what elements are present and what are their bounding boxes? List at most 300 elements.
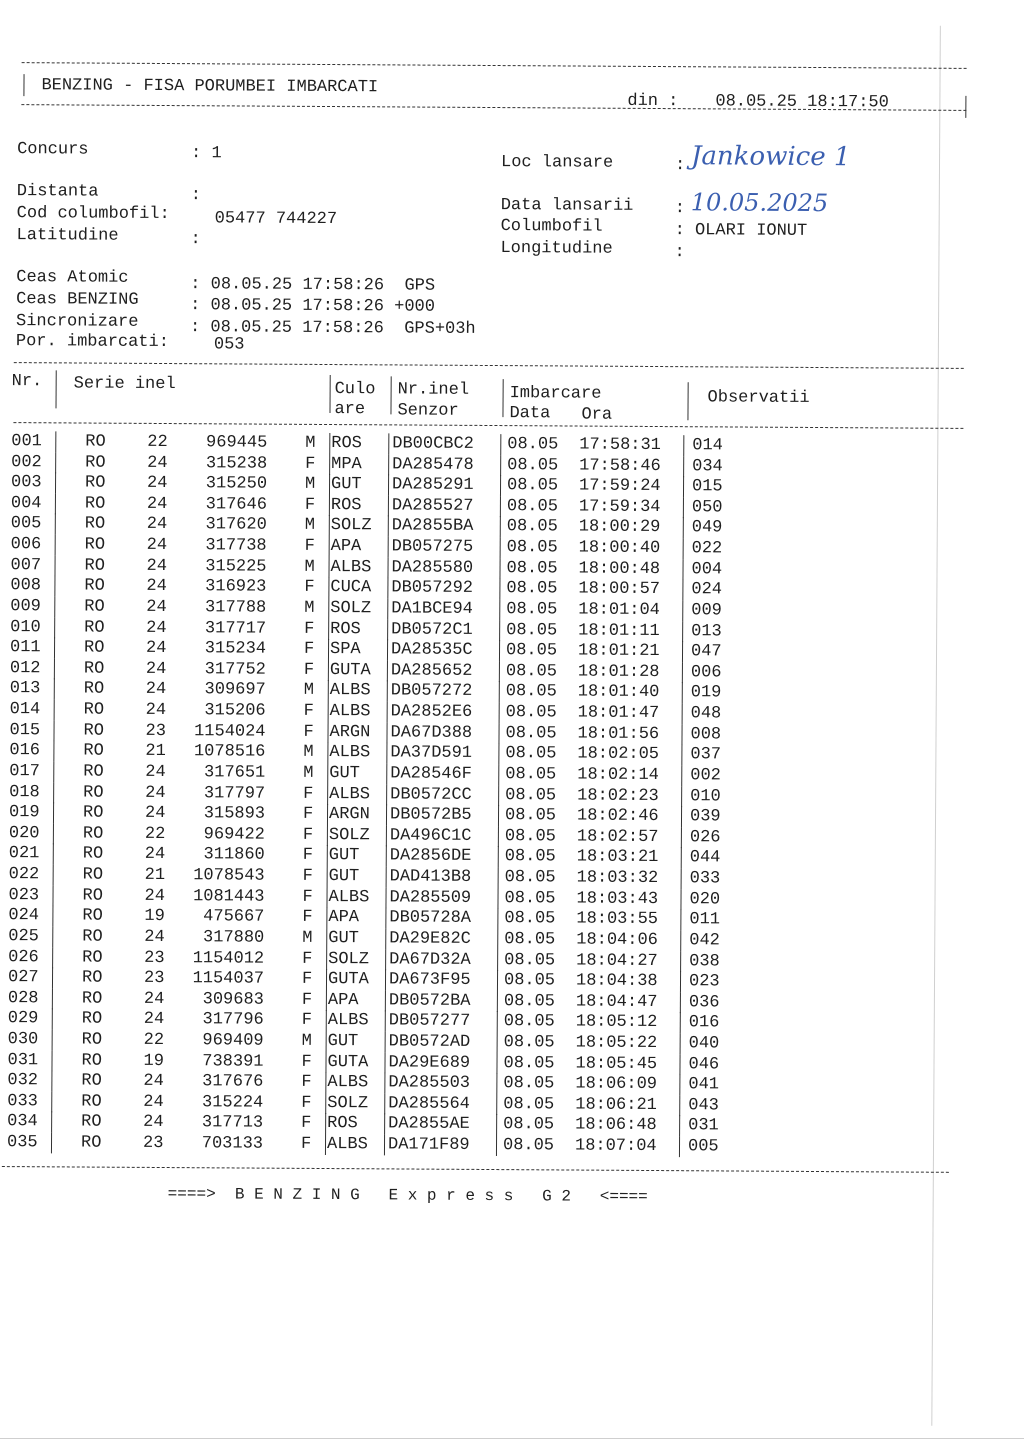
row-divider [387, 701, 388, 722]
row-divider [326, 949, 327, 970]
row-observatii: 020 [689, 889, 721, 910]
row-country: RO [83, 638, 105, 658]
row-divider [498, 723, 499, 744]
col-serie-header: Serie inel [73, 374, 176, 395]
row-divider [496, 1115, 497, 1136]
row-divider [54, 679, 55, 700]
row-nr: 035 [6, 1133, 38, 1153]
row-color: ALBS [329, 681, 371, 701]
table-body [0, 432, 997, 1157]
row-sex: M [303, 743, 314, 763]
row-sex: F [304, 536, 315, 557]
row-divider [54, 699, 55, 720]
row-chip-id: DB057275 [391, 537, 474, 557]
row-chip-id: DB0572B5 [389, 805, 472, 826]
row-divider [500, 475, 501, 496]
columbofil-label: Columbofil [500, 217, 603, 237]
row-chip-id: DA496C1C [389, 826, 472, 846]
row-observatii: 019 [690, 683, 722, 703]
row-country: RO [84, 576, 105, 596]
row-divider [387, 640, 388, 661]
row-date: 08.05 [503, 1012, 555, 1032]
row-chip-id: DB057272 [390, 681, 473, 702]
data-lansarii-colon: : [674, 199, 685, 219]
longitudine-value: : [674, 243, 685, 263]
row-color: GUTA [329, 660, 371, 681]
col-observatii-header: Observatii [707, 388, 810, 408]
row-divider [499, 702, 500, 723]
row-observatii: 043 [688, 1096, 719, 1116]
row-divider [682, 559, 683, 580]
row-divider [388, 495, 389, 516]
row-observatii: 026 [689, 827, 721, 848]
row-color: GUT [330, 475, 362, 495]
sincronizare-value: : 08.05.25 17:58:26 GPS+03h [189, 318, 476, 339]
row-sex: F [301, 1093, 312, 1113]
row-date: 08.05 [503, 991, 555, 1012]
row-divider [497, 929, 498, 950]
data-lansarii-label: Data lansarii [500, 196, 634, 216]
row-divider [329, 515, 330, 536]
col-data-header: Data [509, 404, 551, 424]
row-country: RO [82, 844, 104, 865]
row-observatii: 050 [691, 498, 723, 518]
row-chip-id: DA28535C [390, 640, 473, 661]
row-ring-number: 315238 [205, 453, 268, 474]
row-date: 08.05 [504, 806, 557, 826]
row-color: ROS [330, 495, 362, 516]
row-divider [500, 455, 501, 476]
row-chip-id: DA67D32A [389, 949, 471, 970]
row-divider [497, 908, 498, 929]
latitudine-value: : [190, 230, 201, 250]
row-country: RO [81, 1071, 102, 1091]
row-chip-id: DA37D591 [390, 743, 473, 764]
row-date: 08.05 [505, 785, 557, 805]
row-time: 18:04:27 [576, 951, 658, 971]
row-color: ALBS [327, 1011, 369, 1031]
row-year: 19 [144, 907, 165, 927]
row-divider [679, 1095, 680, 1116]
ceas-benzing-label: Ceas BENZING [16, 290, 139, 310]
row-year: 24 [145, 783, 166, 803]
row-divider [496, 1073, 497, 1094]
row-date: 08.05 [503, 1115, 555, 1135]
row-divider [328, 639, 329, 660]
row-divider [386, 763, 387, 784]
row-observatii: 039 [689, 807, 721, 827]
row-date: 08.05 [503, 1033, 555, 1053]
row-divider [683, 476, 684, 497]
row-ring-number: 317752 [204, 660, 266, 680]
row-divider [498, 743, 499, 764]
row-observatii: 049 [691, 518, 723, 538]
row-date: 08.05 [503, 1053, 555, 1074]
row-color: MPA [331, 454, 362, 474]
row-country: RO [82, 824, 104, 844]
row-ring-number: 1081443 [193, 886, 265, 907]
row-observatii: 041 [688, 1075, 720, 1095]
row-time: 18:05:12 [575, 1012, 658, 1033]
row-chip-id: DA285503 [388, 1073, 471, 1094]
row-ring-number: 703133 [201, 1134, 264, 1154]
row-ring-number: 317788 [205, 598, 267, 618]
row-divider [326, 928, 327, 949]
row-sex: F [302, 846, 314, 866]
row-time: 18:00:40 [578, 538, 661, 559]
row-divider [385, 928, 386, 949]
row-color: SOLZ [330, 516, 372, 536]
row-nr: 032 [7, 1071, 39, 1091]
row-divider [498, 805, 499, 826]
row-color: GUT [328, 846, 360, 866]
row-year: 24 [143, 1010, 165, 1030]
row-sex: M [304, 557, 315, 577]
row-date: 08.05 [506, 517, 558, 537]
row-divider [51, 1112, 52, 1133]
row-observatii: 046 [688, 1054, 720, 1075]
por-imbarcati-value: 053 [213, 335, 245, 355]
row-divider [55, 431, 56, 452]
row-divider [496, 1094, 497, 1115]
row-chip-id: DA2855AE [388, 1114, 470, 1135]
col-nrinel-header: Nr.inel [397, 380, 470, 400]
header-right-bar [965, 96, 966, 118]
row-sex: F [301, 1052, 312, 1072]
row-date: 08.05 [504, 888, 556, 909]
row-nr: 034 [7, 1112, 38, 1132]
row-divider [326, 1031, 327, 1052]
row-divider [53, 844, 54, 865]
row-divider [681, 848, 682, 869]
row-divider [680, 889, 681, 910]
row-chip-id: DB05728A [389, 908, 472, 929]
loc-lansare-handwritten: Jankowice 1 [690, 141, 851, 173]
row-chip-id: DA29E689 [388, 1052, 471, 1073]
row-divider [386, 743, 387, 764]
row-divider [497, 1011, 498, 1032]
row-observatii: 010 [690, 786, 721, 806]
row-observatii: 048 [690, 704, 722, 724]
row-time: 18:02:23 [577, 786, 659, 806]
row-ring-number: 1078543 [193, 866, 265, 886]
row-chip-id: DA285580 [391, 558, 474, 578]
row-divider [683, 435, 684, 456]
row-divider [680, 951, 681, 972]
row-year: 24 [144, 804, 166, 824]
row-observatii: 031 [688, 1116, 719, 1136]
col-culoare-header-2: are [334, 400, 366, 420]
row-country: RO [83, 783, 104, 803]
row-ring-number: 315224 [201, 1093, 264, 1113]
row-date: 08.05 [505, 661, 557, 682]
row-divider [326, 969, 327, 990]
row-country: RO [84, 494, 106, 514]
row-country: RO [82, 927, 103, 947]
ceas-atomic-value: : 08.05.25 17:58:26 GPS [190, 275, 436, 296]
row-chip-id: DB0572AD [388, 1032, 471, 1052]
row-color: ROS [327, 1114, 358, 1134]
row-time: 18:03:32 [576, 868, 659, 889]
row-divider [329, 495, 330, 516]
row-observatii: 008 [690, 724, 722, 745]
row-ring-number: 317797 [203, 783, 266, 804]
row-date: 08.05 [507, 435, 559, 455]
row-divider [680, 909, 681, 930]
row-divider [327, 804, 328, 825]
row-color: GUTA [327, 1052, 369, 1072]
row-divider [55, 493, 56, 514]
row-ring-number: 475667 [203, 907, 265, 927]
row-ring-number: 315206 [204, 701, 266, 721]
row-chip-id: DA29E82C [389, 929, 471, 949]
row-divider [499, 578, 500, 599]
row-color: ALBS [326, 1135, 368, 1155]
row-nr: 010 [10, 617, 41, 637]
row-year: 24 [146, 577, 167, 597]
row-sex: F [302, 805, 314, 825]
row-color: APA [327, 990, 359, 1010]
row-year: 21 [144, 865, 166, 886]
row-divider [328, 598, 329, 619]
table-header-bottom-rule [13, 422, 963, 429]
row-date: 08.05 [505, 765, 557, 785]
row-year: 22 [147, 432, 168, 453]
row-ring-number: 315250 [205, 474, 268, 494]
row-divider [329, 474, 330, 495]
row-country: RO [81, 1051, 102, 1071]
row-divider [54, 576, 55, 597]
row-divider [496, 1053, 497, 1074]
row-divider [327, 784, 328, 805]
row-nr: 025 [8, 926, 39, 947]
row-color: GUT [328, 928, 359, 949]
row-color: SOLZ [330, 598, 372, 619]
row-nr: 006 [10, 535, 42, 555]
row-divider [388, 433, 389, 454]
row-time: 18:03:43 [576, 889, 659, 909]
distanta-label: Distanta [16, 182, 99, 202]
row-divider [55, 514, 56, 535]
columbofil-value: : OLARI IONUT [674, 221, 808, 241]
ceas-benzing-value: : 08.05.25 17:58:26 +000 [190, 296, 436, 317]
row-color: GUT [328, 867, 360, 887]
row-observatii: 023 [688, 972, 720, 992]
row-nr: 030 [7, 1030, 39, 1050]
row-country: RO [82, 886, 103, 906]
row-country: RO [84, 473, 106, 493]
row-sex: F [301, 1073, 312, 1093]
row-country: RO [84, 618, 105, 638]
row-sex: M [304, 516, 316, 536]
row-divider [387, 578, 388, 599]
row-observatii: 044 [689, 848, 721, 868]
row-country: RO [81, 968, 103, 988]
row-ring-number: 969445 [206, 433, 268, 453]
row-divider [385, 908, 386, 929]
col-divider-4 [502, 379, 503, 417]
row-nr: 020 [8, 823, 40, 844]
row-year: 24 [146, 618, 167, 638]
row-divider [52, 1009, 53, 1030]
row-nr: 009 [10, 597, 41, 617]
row-color: APA [328, 908, 360, 928]
row-observatii: 014 [692, 436, 723, 456]
row-year: 24 [146, 597, 167, 617]
row-color: ALBS [328, 887, 370, 907]
row-date: 08.05 [506, 600, 558, 620]
col-imbarcare-header: Imbarcare [509, 384, 602, 404]
row-time: 18:03:55 [576, 909, 659, 930]
row-ring-number: 315234 [204, 639, 267, 659]
row-divider [326, 1010, 327, 1031]
row-divider [53, 802, 54, 823]
row-divider [384, 1134, 385, 1155]
row-divider [498, 846, 499, 867]
row-color: SOLZ [328, 949, 370, 969]
row-year: 24 [143, 1113, 164, 1133]
row-divider [325, 1052, 326, 1073]
data-lansarii-handwritten: 10.05.2025 [690, 188, 829, 218]
row-divider [54, 596, 55, 617]
row-sex: F [303, 784, 314, 804]
row-country: RO [81, 1092, 102, 1112]
row-divider [54, 638, 55, 659]
row-observatii: 024 [691, 580, 723, 600]
row-divider [327, 763, 328, 784]
row-divider [54, 617, 55, 638]
row-time: 17:58:31 [579, 435, 661, 456]
row-time: 18:01:28 [577, 662, 660, 682]
row-time: 18:01:21 [577, 641, 660, 662]
row-country: RO [85, 453, 106, 473]
din-label: din : [627, 91, 679, 112]
row-nr: 028 [7, 988, 39, 1008]
row-country: RO [84, 597, 105, 617]
row-divider [679, 1054, 680, 1075]
row-divider [386, 805, 387, 826]
row-date: 08.05 [502, 1136, 555, 1156]
row-ring-number: 317796 [202, 1010, 264, 1030]
row-divider [51, 1091, 52, 1112]
row-nr: 031 [7, 1050, 39, 1070]
row-observatii: 006 [690, 663, 722, 683]
row-chip-id: DA285509 [389, 888, 472, 908]
row-divider [327, 825, 328, 846]
row-sex: F [304, 619, 315, 639]
distanta-value: : [190, 186, 202, 206]
row-divider [51, 1071, 52, 1092]
row-divider [386, 784, 387, 805]
row-year: 23 [145, 721, 167, 741]
row-country: RO [81, 1030, 103, 1050]
row-date: 08.05 [506, 496, 558, 517]
row-nr: 022 [8, 865, 40, 885]
row-divider [681, 868, 682, 889]
row-date: 08.05 [503, 1074, 555, 1094]
row-chip-id: DB0572CC [390, 784, 472, 805]
row-chip-id: DB0572C1 [391, 619, 473, 640]
row-country: RO [83, 762, 104, 782]
row-year: 24 [145, 639, 167, 659]
row-ring-number: 1154037 [192, 969, 265, 989]
row-divider [53, 741, 54, 762]
row-sex: F [300, 1134, 312, 1155]
row-time: 18:01:11 [578, 621, 660, 641]
row-nr: 013 [9, 679, 41, 699]
row-divider [53, 823, 54, 844]
row-divider [52, 947, 53, 968]
row-divider [683, 456, 684, 477]
row-observatii: 009 [691, 601, 722, 621]
row-date: 08.05 [505, 723, 557, 744]
row-divider [52, 1029, 53, 1050]
row-year: 24 [145, 659, 167, 679]
row-divider [387, 557, 388, 578]
row-divider [51, 1132, 52, 1153]
row-divider [52, 926, 53, 947]
row-divider [385, 1031, 386, 1052]
row-nr: 033 [7, 1091, 38, 1112]
row-divider [680, 971, 681, 992]
row-observatii: 047 [690, 642, 722, 662]
row-divider [55, 473, 56, 494]
row-divider [384, 1073, 385, 1094]
row-ring-number: 316923 [205, 577, 267, 597]
row-observatii: 016 [688, 1013, 720, 1033]
row-year: 19 [143, 1051, 164, 1071]
row-ring-number: 317880 [202, 928, 265, 948]
row-ring-number: 317676 [202, 1072, 264, 1092]
row-divider [500, 434, 501, 455]
row-year: 22 [144, 824, 166, 844]
row-divider [680, 992, 681, 1013]
footer-banner: ====> B E N Z I N G E x p r e s s G 2 <==== [167, 1185, 648, 1206]
row-divider [329, 536, 330, 557]
row-time: 18:02:57 [576, 827, 659, 847]
row-observatii: 015 [691, 477, 723, 497]
row-color: ALBS [327, 1073, 369, 1093]
row-nr: 015 [9, 720, 41, 740]
row-chip-id: DA2856DE [389, 846, 472, 867]
row-sex: F [304, 578, 315, 598]
row-observatii: 037 [690, 745, 722, 765]
row-nr: 021 [8, 844, 40, 864]
row-country: RO [84, 556, 106, 576]
row-divider [682, 662, 683, 683]
row-sex: F [301, 990, 313, 1010]
row-date: 08.05 [505, 641, 558, 661]
row-chip-id: DA171F89 [387, 1135, 470, 1155]
row-ring-number: 1154024 [194, 721, 266, 742]
row-divider [327, 866, 328, 887]
row-observatii: 034 [692, 456, 723, 477]
row-divider [682, 641, 683, 662]
row-time: 18:04:06 [576, 930, 658, 950]
row-nr: 018 [9, 782, 40, 802]
row-divider [500, 537, 501, 558]
din-timestamp: 08.05.25 18:17:50 [715, 92, 889, 113]
row-divider [328, 680, 329, 701]
row-country: RO [83, 659, 105, 679]
row-year: 24 [143, 989, 165, 1009]
row-divider [328, 557, 329, 578]
row-chip-id: DA28546F [390, 764, 472, 784]
por-imbarcati-label: Por. imbarcati: [15, 332, 169, 353]
row-divider [497, 888, 498, 909]
row-color: GUT [329, 763, 360, 784]
row-divider [52, 885, 53, 906]
